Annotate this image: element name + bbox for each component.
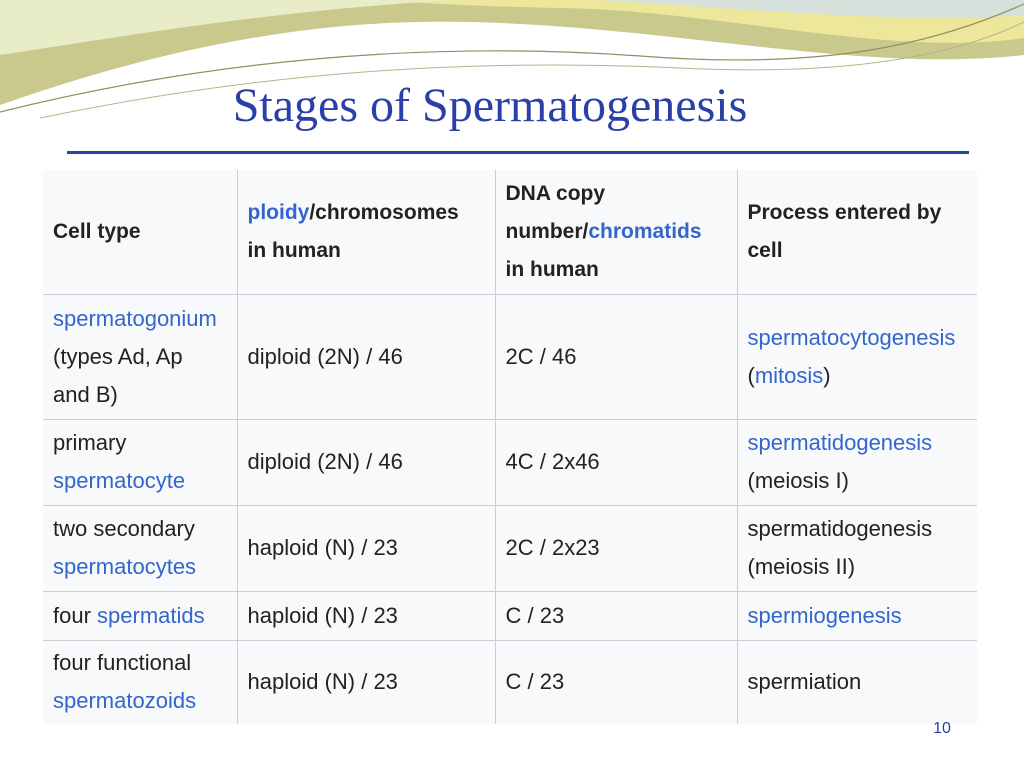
spermatozoids-link[interactable]: spermatozoids — [53, 688, 197, 714]
spermatocyte-link[interactable]: spermatocyte — [53, 468, 186, 493]
cell-type-line1: four functional — [53, 650, 192, 676]
cell-type-prefix: four — [53, 602, 98, 628]
cell-type-cell — [43, 640, 237, 724]
cell-type-cell — [43, 419, 237, 505]
dna-cell: 4C / 2x46 — [495, 419, 737, 505]
process-cell: spermiation — [737, 640, 977, 724]
cell-type-line3: and B) — [53, 381, 118, 407]
spermiogenesis-link[interactable]: spermiogenesis — [747, 602, 902, 628]
header-dna-number: number/ — [505, 219, 589, 243]
spermatids-link[interactable]: spermatids — [97, 602, 205, 628]
ploidy-cell: haploid (N) / 23 — [237, 640, 495, 724]
ploidy-cell: diploid (2N) / 46 — [237, 419, 495, 505]
process-cell — [737, 591, 977, 640]
process-cell — [737, 294, 977, 419]
table-row — [43, 591, 977, 640]
spermatocytes-link[interactable]: spermatocytes — [53, 554, 197, 579]
table-row — [43, 640, 977, 724]
title-underline — [67, 151, 969, 154]
ploidy-cell: haploid (N) / 23 — [237, 591, 495, 640]
spermatogonium-link[interactable]: spermatogonium — [53, 305, 217, 331]
table-header-row — [43, 170, 977, 294]
table-row — [43, 419, 977, 505]
spermatocytogenesis-link[interactable]: spermatocytogenesis — [747, 324, 956, 350]
process-close-paren: ) — [823, 362, 831, 388]
process-line2: (meiosis II) — [747, 554, 856, 579]
dna-cell: C / 23 — [495, 591, 737, 640]
header-process-line1: Process entered by — [747, 200, 942, 224]
header-process-line2: cell — [747, 238, 783, 262]
mitosis-link[interactable]: mitosis — [754, 362, 824, 388]
dna-cell: 2C / 2x23 — [495, 505, 737, 591]
header-ploidy-line2: in human — [247, 238, 341, 262]
cell-type-line2: (types Ad, Ap — [53, 343, 183, 369]
header-process — [737, 170, 977, 294]
process-cell — [737, 419, 977, 505]
cell-type-cell — [43, 505, 237, 591]
header-ploidy — [237, 170, 495, 294]
header-ploidy-rest: /chromosomes — [309, 200, 459, 224]
header-dna — [495, 170, 737, 294]
page-number: 10 — [933, 720, 951, 737]
header-dna-line1: DNA copy — [505, 181, 606, 205]
table-row — [43, 294, 977, 419]
cell-type-cell — [43, 591, 237, 640]
chromatids-link[interactable]: chromatids — [588, 219, 702, 243]
ploidy-cell: diploid (2N) / 46 — [237, 294, 495, 419]
cell-type-cell — [43, 294, 237, 419]
cell-type-line1: two secondary — [53, 516, 195, 541]
slide-title: Stages of Spermatogenesis — [232, 79, 748, 132]
process-line2: (meiosis I) — [747, 468, 849, 493]
spermatogenesis-stages-table — [43, 170, 977, 724]
dna-cell: C / 23 — [495, 640, 737, 724]
ploidy-link[interactable]: ploidy — [247, 200, 310, 224]
ploidy-cell: haploid (N) / 23 — [237, 505, 495, 591]
process-cell — [737, 505, 977, 591]
header-cell-type-label: Cell type — [53, 219, 141, 243]
cell-type-line1: primary — [53, 430, 127, 455]
spermatidogenesis-link[interactable]: spermatidogenesis — [747, 430, 933, 455]
table-row — [43, 505, 977, 591]
dna-cell: 2C / 46 — [495, 294, 737, 419]
process-line1: spermatidogenesis — [747, 516, 933, 541]
header-cell-type — [43, 170, 237, 294]
header-dna-line3: in human — [505, 257, 599, 281]
process-open-paren: ( — [747, 362, 755, 388]
